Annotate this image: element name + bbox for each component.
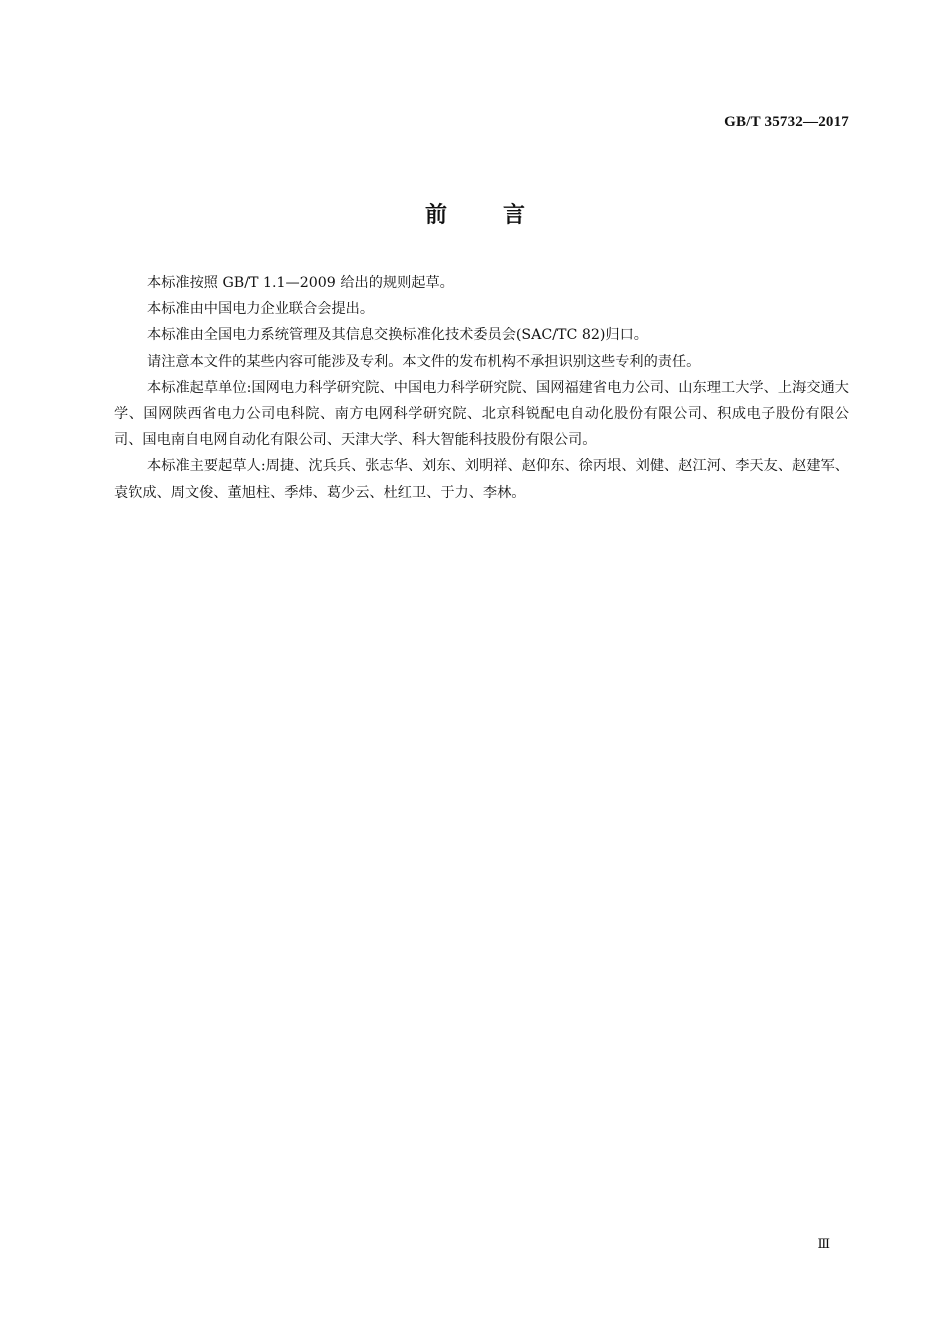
paragraph-drafting-units: 本标准起草单位:国网电力科学研究院、中国电力科学研究院、国网福建省电力公司、山东理工大学、上海交通大学、国网陕西省电力公司电科院、南方电网科学研究院、北京科锐配电自动化股份有限公司、积成电子股份有限公司、国电南自电网自动化有限公司、天津大学、科大智能科技股份有限公司。 [114, 379, 849, 449]
page-title: 前言 [424, 203, 581, 228]
paragraph-administered-by: 本标准由全国电力系统管理及其信息交换标准化技术委员会(SAC/TC 82)归口。 [147, 327, 648, 344]
paragraph-proposed-by: 本标准由中国电力企业联合会提出。 [147, 301, 375, 318]
paragraph-drafting-rules: 本标准按照 GB/T 1.1—2009 给出的规则起草。 [147, 275, 454, 291]
foreword-body [114, 270, 849, 506]
paragraph-main-drafters: 本标准主要起草人:周捷、沈兵兵、张志华、刘东、刘明祥、赵仰东、徐丙垠、刘健、赵江河、李天友、赵建军、袁钦成、周文俊、董旭柱、季炜、葛少云、杜红卫、于力、李林。 [114, 458, 849, 501]
standard-code: GB/T 35732—2017 [724, 114, 849, 130]
paragraph-patent-notice: 请注意本文件的某些内容可能涉及专利。本文件的发布机构不承担识别这些专利的责任。 [147, 353, 701, 370]
page-number: Ⅲ [817, 1236, 830, 1251]
